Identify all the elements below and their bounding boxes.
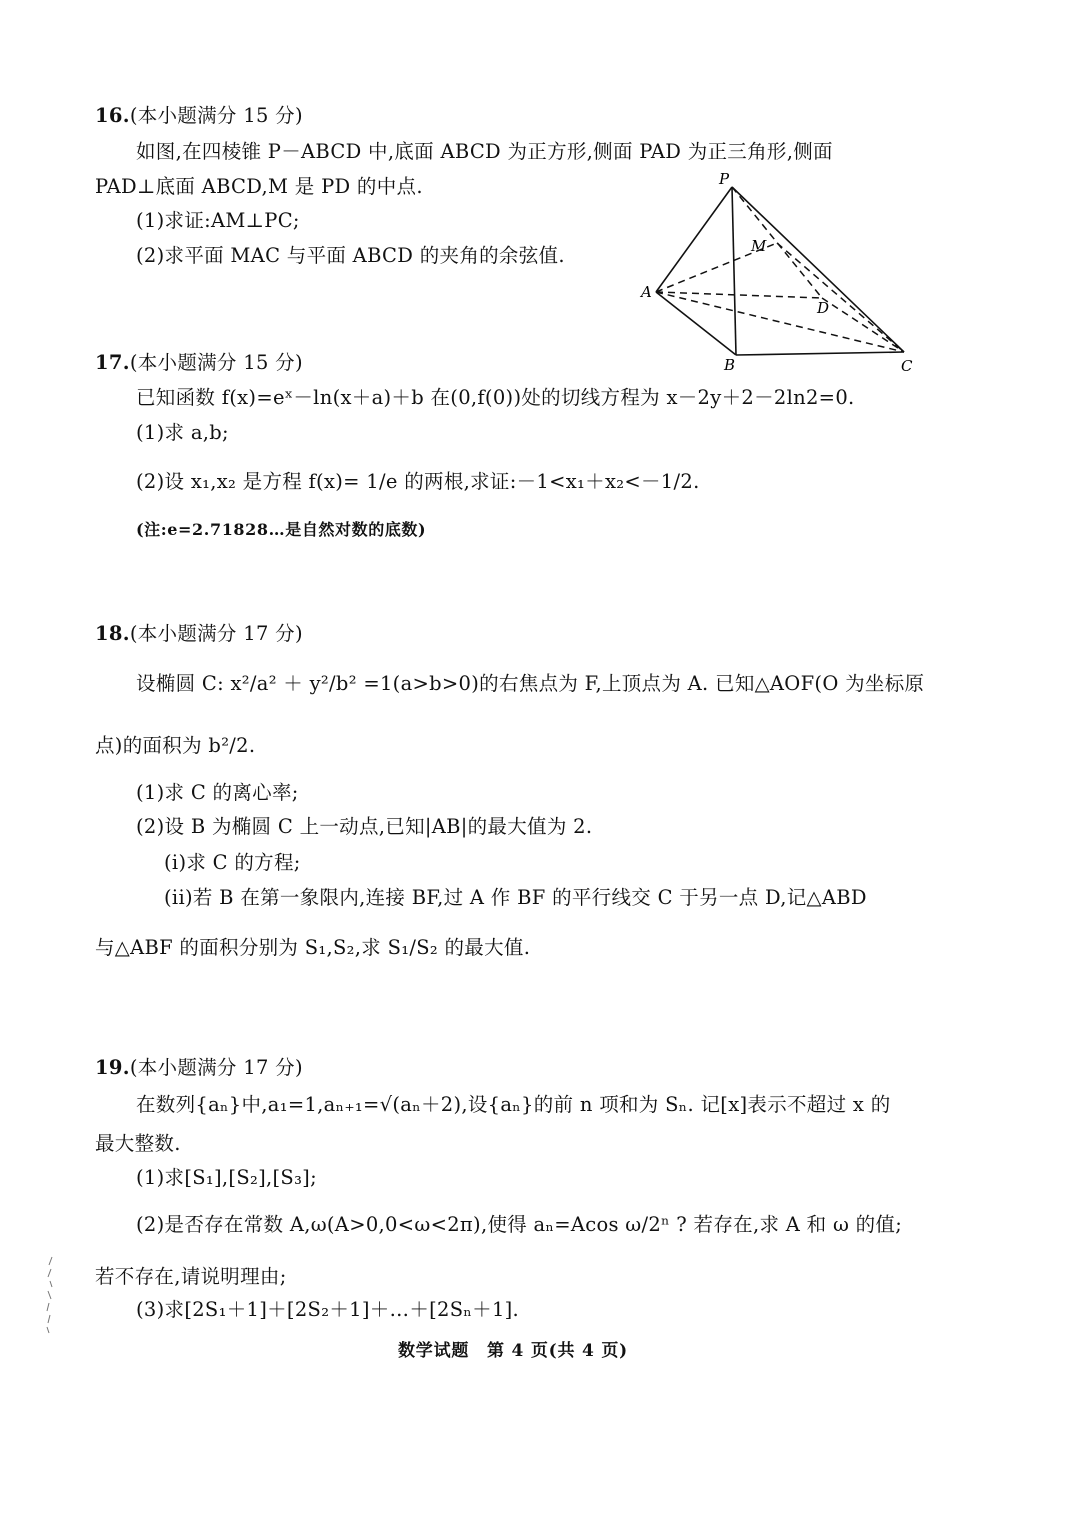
edge-PC — [732, 187, 904, 352]
q18-part2-ii-cont: 与△ABF 的面积分别为 S₁,S₂,求 S₁/S₂ 的最大值. — [95, 936, 531, 959]
edge-AD — [656, 292, 822, 298]
q19-number: 19. — [95, 1056, 130, 1079]
q18-stem-line1: 设椭圆 C: x²/a² ＋ y²/b² =1(a>b>0)的右焦点为 F,上顶点为 A. 已知△AOF(O 为坐标原 — [136, 672, 925, 695]
q18-heading — [95, 622, 303, 646]
q16-heading — [95, 104, 303, 128]
q18-score: (本小题满分 17 分) — [129, 622, 303, 645]
q17-score: (本小题满分 15 分) — [129, 351, 303, 374]
q18-stem-line2: 点)的面积为 b²/2. — [95, 734, 256, 757]
q16-part2: (2)求平面 MAC 与平面 ABCD 的夹角的余弦值. — [136, 244, 565, 267]
label-A: A — [641, 283, 652, 301]
segment-MC — [777, 243, 904, 352]
q19-part2-cont: 若不存在,请说明理由; — [95, 1265, 287, 1288]
q17-part1: (1)求 a,b; — [136, 421, 229, 444]
q19-heading — [95, 1056, 303, 1080]
label-M: M — [751, 237, 767, 255]
page-footer: 数学试题 第 4 页(共 4 页) — [398, 1341, 629, 1361]
edge-BC — [736, 352, 904, 355]
q19-part2: (2)是否存在常数 A,ω(A>0,0<ω<2π),使得 aₙ=Acos ω/2ⁿ ? 若存在,求 A 和 ω 的值; — [136, 1213, 903, 1236]
q19-score: (本小题满分 17 分) — [129, 1056, 303, 1079]
label-D: D — [817, 299, 830, 317]
q16-score: (本小题满分 15 分) — [129, 104, 303, 127]
q17-note: (注:e=2.71828…是自然对数的底数) — [136, 520, 427, 539]
q17-part2: (2)设 x₁,x₂ 是方程 f(x)= 1/e 的两根,求证:－1<x₁＋x₂<－1/2. — [136, 470, 700, 493]
q16-stem-line1: 如图,在四棱锥 P－ABCD 中,底面 ABCD 为正方形,侧面 PAD 为正三角形,侧面 — [136, 140, 833, 163]
q16-number: 16. — [95, 104, 130, 127]
q19-part3: (3)求[2S₁＋1]＋[2S₂＋1]＋…＋[2Sₙ＋1]. — [136, 1298, 520, 1321]
q17-heading — [95, 351, 303, 375]
q19-stem-line1: 在数列{aₙ}中,a₁=1,aₙ₊₁=√(aₙ＋2),设{aₙ}的前 n 项和为 Sₙ. 记[x]表示不超过 x 的 — [136, 1093, 891, 1116]
edge-PD — [732, 187, 822, 298]
pyramid-diagram — [636, 170, 926, 375]
binding-marks — [40, 1255, 60, 1335]
pyramid-figure — [636, 170, 926, 375]
q16-part1: (1)求证:AM⊥PC; — [136, 209, 300, 232]
q18-number: 18. — [95, 622, 130, 645]
label-P: P — [719, 170, 730, 188]
q18-part2-i: (i)求 C 的方程; — [164, 851, 301, 874]
q18-part1: (1)求 C 的离心率; — [136, 781, 299, 804]
q16-stem-line2: PAD⊥底面 ABCD,M 是 PD 的中点. — [95, 175, 423, 198]
q18-part2-ii: (ii)若 B 在第一象限内,连接 BF,过 A 作 BF 的平行线交 C 于另一点 D,记△ABD — [164, 886, 867, 909]
q19-part1: (1)求[S₁],[S₂],[S₃]; — [136, 1166, 317, 1189]
q19-stem-line2: 最大整数. — [95, 1132, 181, 1155]
q17-number: 17. — [95, 351, 130, 374]
q18-part2: (2)设 B 为椭圆 C 上一动点,已知|AB|的最大值为 2. — [136, 815, 593, 838]
edge-PB — [732, 187, 736, 355]
label-B: B — [724, 356, 736, 374]
edge-DC — [822, 298, 904, 352]
q17-stem: 已知函数 f(x)=eˣ－ln(x＋a)＋b 在(0,f(0))处的切线方程为 x－2y＋2－2ln2=0. — [136, 386, 855, 409]
label-C: C — [901, 357, 913, 375]
